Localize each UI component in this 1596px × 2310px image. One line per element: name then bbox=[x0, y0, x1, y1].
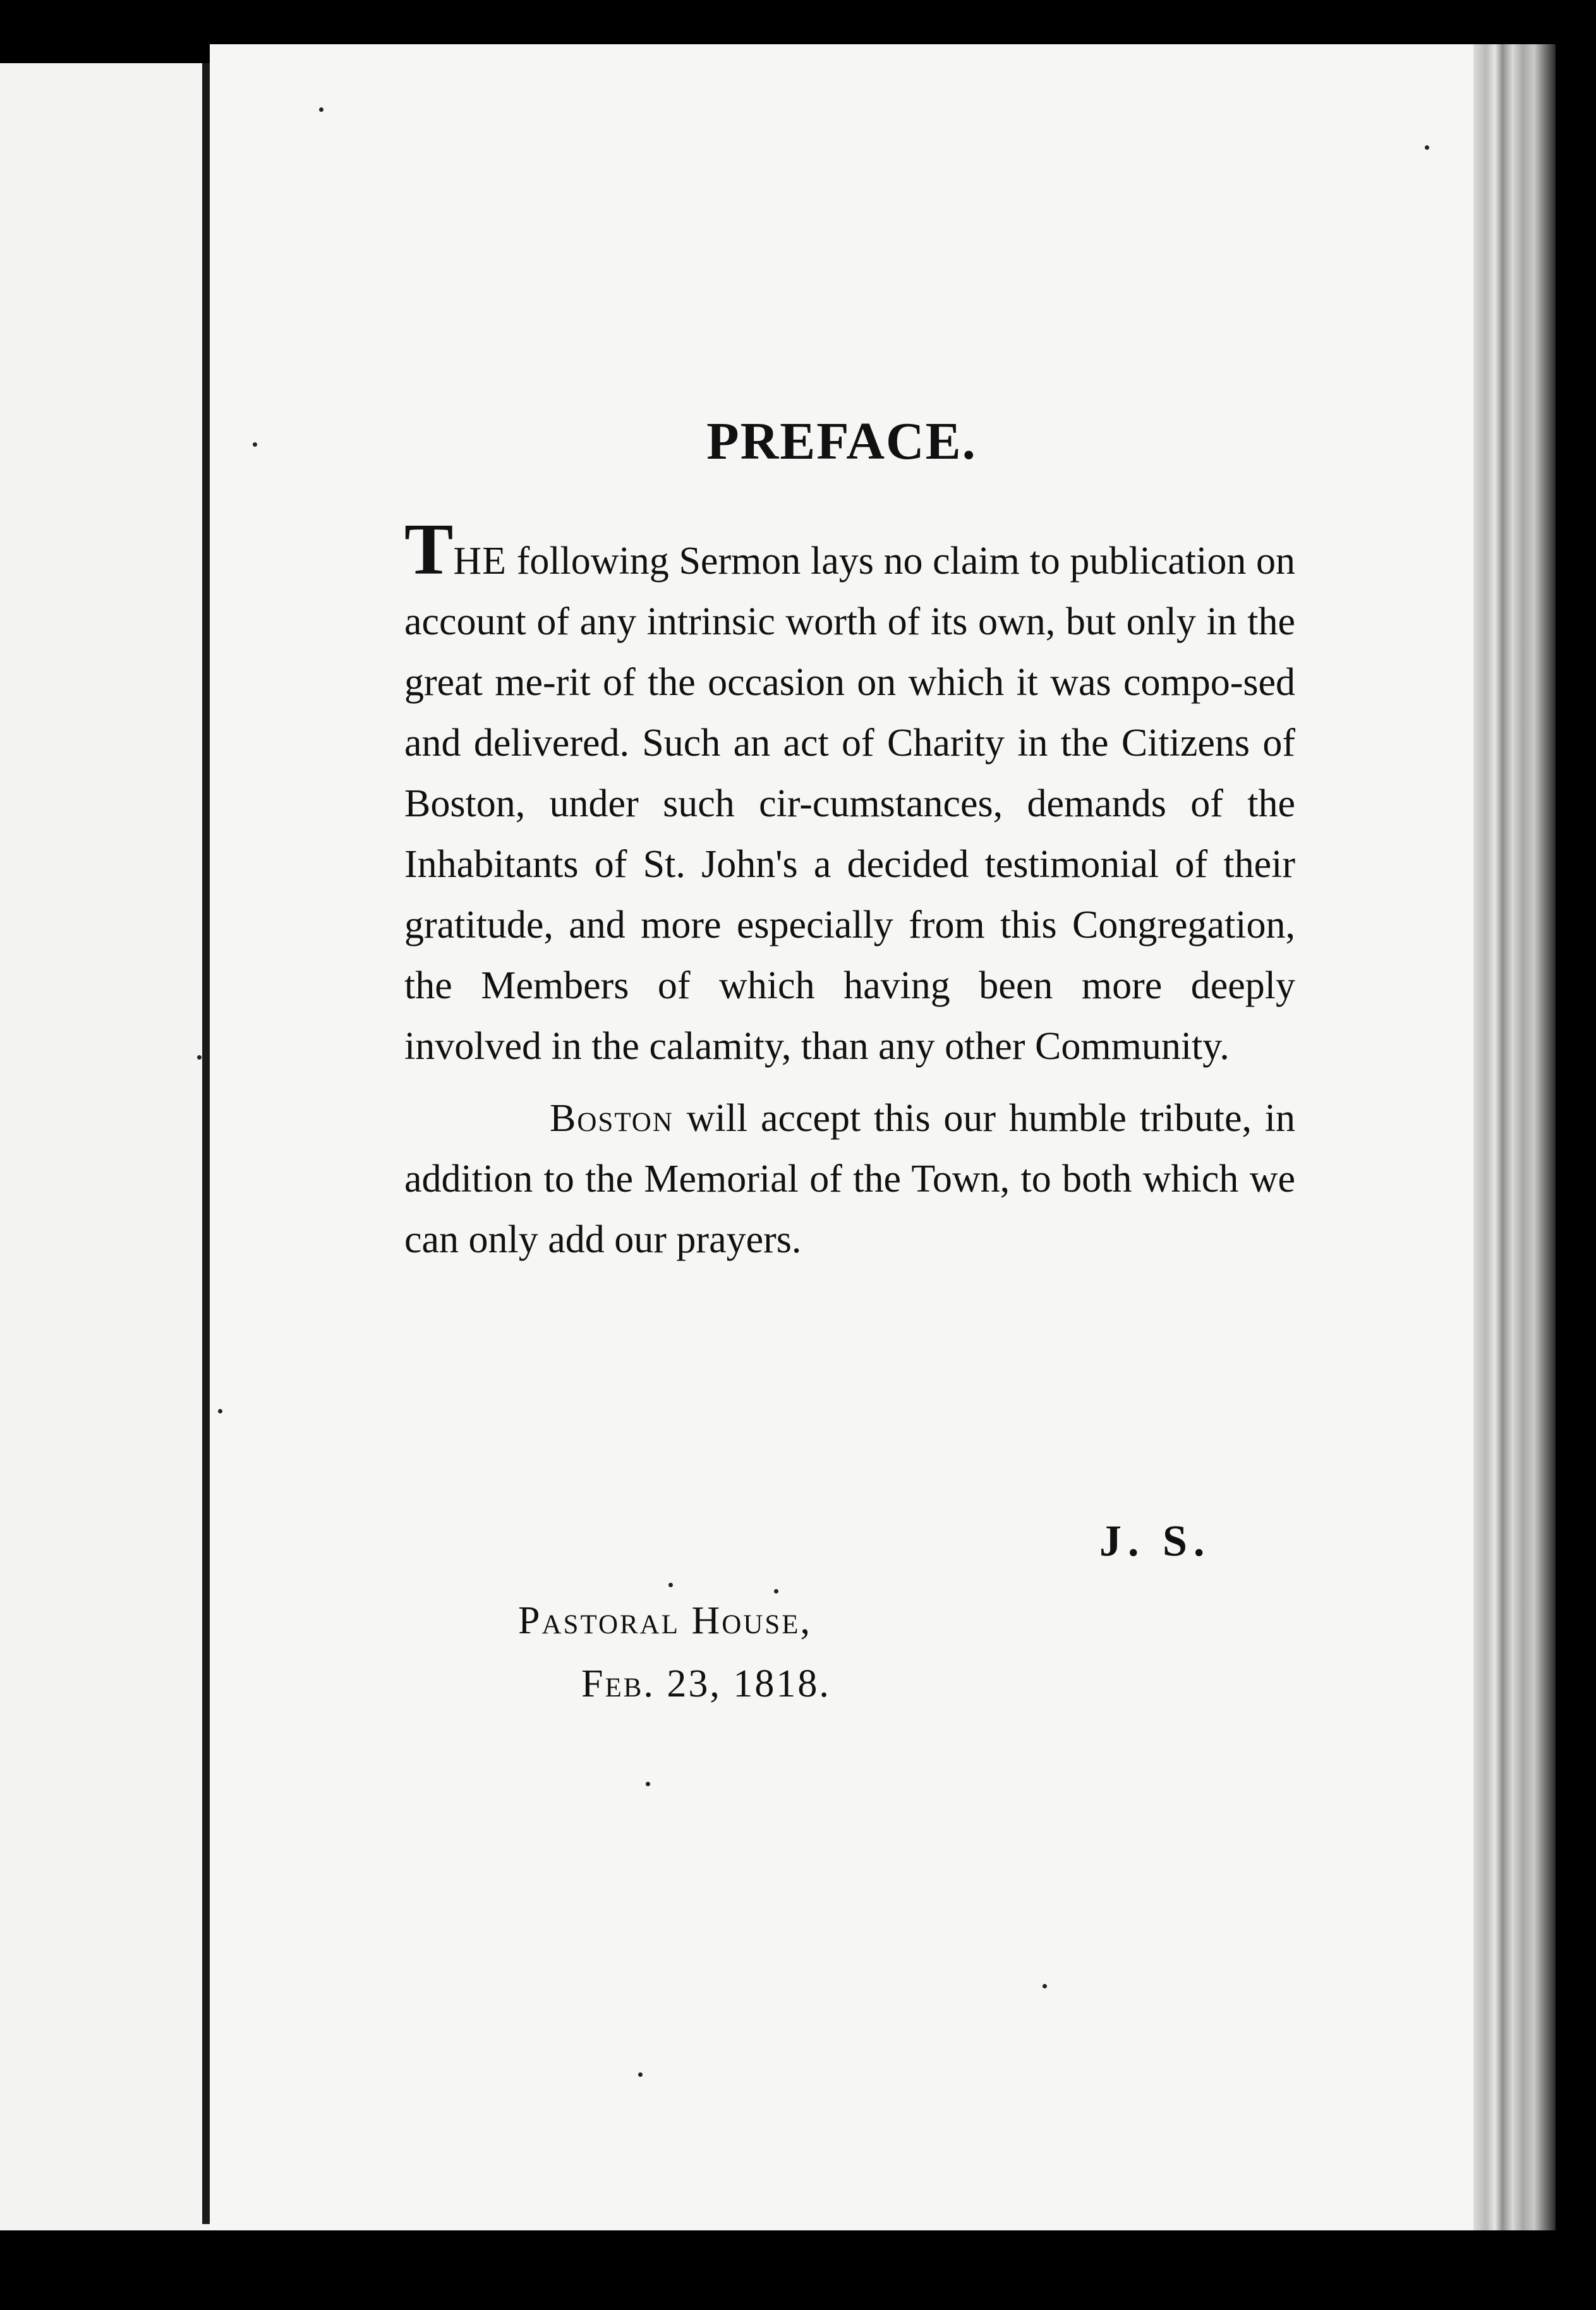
bottom-shadow bbox=[0, 2230, 1596, 2310]
drop-cap: T bbox=[404, 509, 454, 590]
paragraph-1 bbox=[404, 509, 1295, 1077]
speck bbox=[1043, 1984, 1047, 1988]
speck bbox=[218, 1409, 222, 1413]
speck bbox=[668, 1583, 673, 1587]
author-initials: J. S. bbox=[1099, 1517, 1211, 1566]
page-title: PREFACE. bbox=[706, 412, 977, 471]
paragraph-2 bbox=[404, 1088, 1295, 1270]
page-edges bbox=[1473, 44, 1556, 2230]
speck bbox=[646, 1782, 650, 1786]
book-gutter bbox=[202, 63, 210, 2224]
place-line: Pastoral House, bbox=[518, 1599, 813, 1642]
opening-caps: HE bbox=[453, 540, 507, 583]
preface-body bbox=[404, 509, 1296, 1270]
speck bbox=[774, 1589, 778, 1593]
date-line: Feb. 23, 1818. bbox=[581, 1662, 831, 1705]
paragraph-2-text: will accept this our humble tribute, in addition to the Memorial of the Town, to both which we can only add our prayers. bbox=[404, 1097, 1296, 1261]
speck bbox=[638, 2072, 643, 2077]
paragraph-2-lead: Boston bbox=[550, 1097, 674, 1140]
paragraph-1-text: following Sermon lays no claim to publication on account of any intrinsic worth of its own, but only in the great me-rit of the occasion on which it was compo-sed and delivered. Such an act of Charity in the Citizens of Boston, under such cir-cumstances, demands of the Inhabitants of St. John's a decided testimonial of their gratitude, and more especially from this Congregation, the Members of which having been more deeply involved in the calamity, than any other Community. bbox=[404, 540, 1295, 1068]
left-page-remnant bbox=[0, 63, 235, 2230]
speck bbox=[197, 1055, 202, 1060]
speck bbox=[1425, 145, 1429, 150]
speck bbox=[319, 107, 323, 112]
